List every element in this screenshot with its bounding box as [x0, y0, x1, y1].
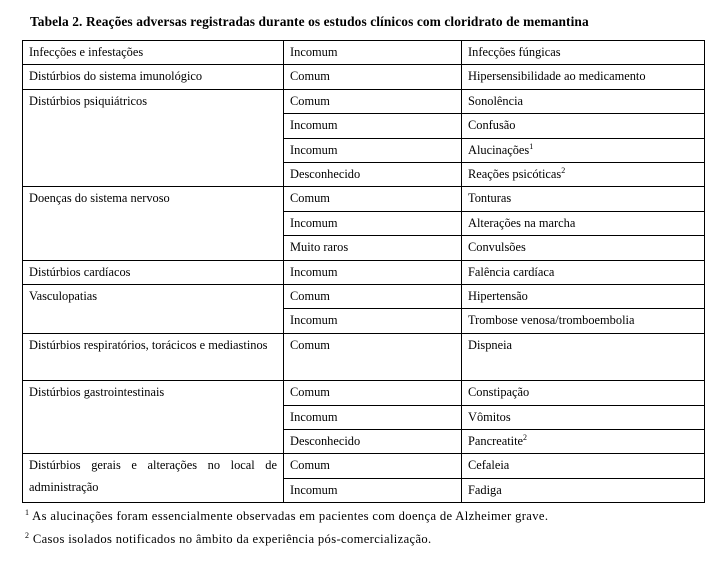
- reaction-cell: [462, 65, 705, 89]
- reaction-cell: [462, 260, 705, 284]
- reaction-text: Hipersensibilidade ao medicamento: [468, 69, 646, 84]
- frequency-cell: Comum: [284, 333, 462, 381]
- reaction-cell: [462, 309, 705, 333]
- footnote-marker: 2: [561, 165, 566, 175]
- footnote-marker: 2: [523, 432, 528, 442]
- reaction-text: Cefaleia: [468, 458, 510, 473]
- reaction-text: Sonolência: [468, 93, 524, 108]
- frequency-cell: Desconhecido: [284, 162, 462, 186]
- footnote-marker: 2: [25, 531, 30, 541]
- reaction-text: Reações psicóticas: [468, 166, 562, 181]
- footnote: [25, 505, 704, 528]
- table-row: [23, 260, 705, 284]
- frequency-cell: Comum: [284, 187, 462, 211]
- footnote-text: As alucinações foram essencialmente observadas em pacientes com doença de Alzheimer grave.: [29, 509, 549, 524]
- reaction-cell: [462, 478, 705, 502]
- reaction-text: Infecções fúngicas: [468, 45, 561, 59]
- reaction-text: Hipertensão: [468, 288, 528, 303]
- adverse-reactions-table: [22, 40, 705, 503]
- reaction-text: Vômitos: [468, 409, 511, 424]
- frequency-cell: Incomum: [284, 138, 462, 162]
- frequency-cell: Comum: [284, 89, 462, 113]
- reaction-text: Convulsões: [468, 240, 526, 255]
- table-caption: Tabela 2. Reações adversas registradas durante os estudos clínicos com cloridrato de memantina: [30, 14, 589, 29]
- category-cell: Distúrbios gerais e alterações no local de administração: [23, 454, 284, 503]
- reaction-text: Pancreatite: [468, 433, 524, 448]
- reaction-cell: [462, 236, 705, 260]
- reaction-cell: [462, 187, 705, 211]
- frequency-cell: Muito raros: [284, 236, 462, 260]
- reaction-cell: [462, 333, 705, 381]
- frequency-cell: Incomum: [284, 41, 462, 65]
- reaction-cell: [462, 381, 705, 405]
- reaction-cell: [462, 405, 705, 429]
- category-cell: Distúrbios respiratórios, torácicos e mediastinos: [23, 333, 284, 381]
- category-cell: Infecções e infestações: [23, 41, 284, 65]
- category-cell: Distúrbios gastrointestinais: [23, 381, 284, 454]
- frequency-cell: Incomum: [284, 405, 462, 429]
- reaction-text: Tonturas: [468, 191, 512, 206]
- frequency-cell: Comum: [284, 381, 462, 405]
- category-cell: Distúrbios psiquiátricos: [23, 89, 284, 187]
- footnote-marker: 1: [529, 141, 534, 151]
- frequency-cell: Incomum: [284, 211, 462, 235]
- reaction-text: Confusão: [468, 118, 516, 133]
- category-cell: Distúrbios cardíacos: [23, 260, 284, 284]
- reaction-text: Dispneia: [468, 337, 513, 352]
- reaction-text: Fadiga: [468, 482, 502, 497]
- reaction-cell: [462, 114, 705, 138]
- reaction-cell: [462, 454, 705, 478]
- reaction-cell: [462, 89, 705, 113]
- frequency-cell: Desconhecido: [284, 429, 462, 453]
- frequency-cell: Incomum: [284, 309, 462, 333]
- table-row: [23, 89, 705, 113]
- reaction-cell: [462, 211, 705, 235]
- footnote: [25, 528, 704, 551]
- category-cell: Doenças do sistema nervoso: [23, 187, 284, 260]
- table-row: [23, 333, 705, 381]
- reaction-text: Falência cardíaca: [468, 264, 555, 279]
- table-row: [23, 284, 705, 308]
- frequency-cell: Incomum: [284, 114, 462, 138]
- category-cell: Distúrbios do sistema imunológico: [23, 65, 284, 89]
- reaction-text: Constipação: [468, 385, 530, 400]
- reaction-text: Alterações na marcha: [468, 215, 576, 230]
- category-cell: Vasculopatias: [23, 284, 284, 333]
- reaction-cell: [462, 162, 705, 186]
- frequency-cell: Comum: [284, 454, 462, 478]
- table-row: [23, 41, 705, 65]
- reaction-cell: [462, 41, 705, 65]
- reaction-cell: [462, 138, 705, 162]
- reaction-cell: [462, 429, 705, 453]
- reaction-text: Trombose venosa/tromboembolia: [468, 313, 635, 328]
- table-row: [23, 187, 705, 211]
- table-row: [23, 381, 705, 405]
- reaction-text: Alucinações: [468, 142, 530, 157]
- frequency-cell: Comum: [284, 65, 462, 89]
- footnotes: [25, 505, 704, 551]
- footnote-marker: 1: [25, 508, 30, 518]
- frequency-cell: Incomum: [284, 478, 462, 502]
- table-row: [23, 65, 705, 89]
- footnote-text: Casos isolados notificados no âmbito da experiência pós-comercialização.: [29, 532, 432, 547]
- frequency-cell: Incomum: [284, 260, 462, 284]
- reaction-cell: [462, 284, 705, 308]
- table-row: [23, 454, 705, 478]
- frequency-cell: Comum: [284, 284, 462, 308]
- document-page: [22, 12, 704, 551]
